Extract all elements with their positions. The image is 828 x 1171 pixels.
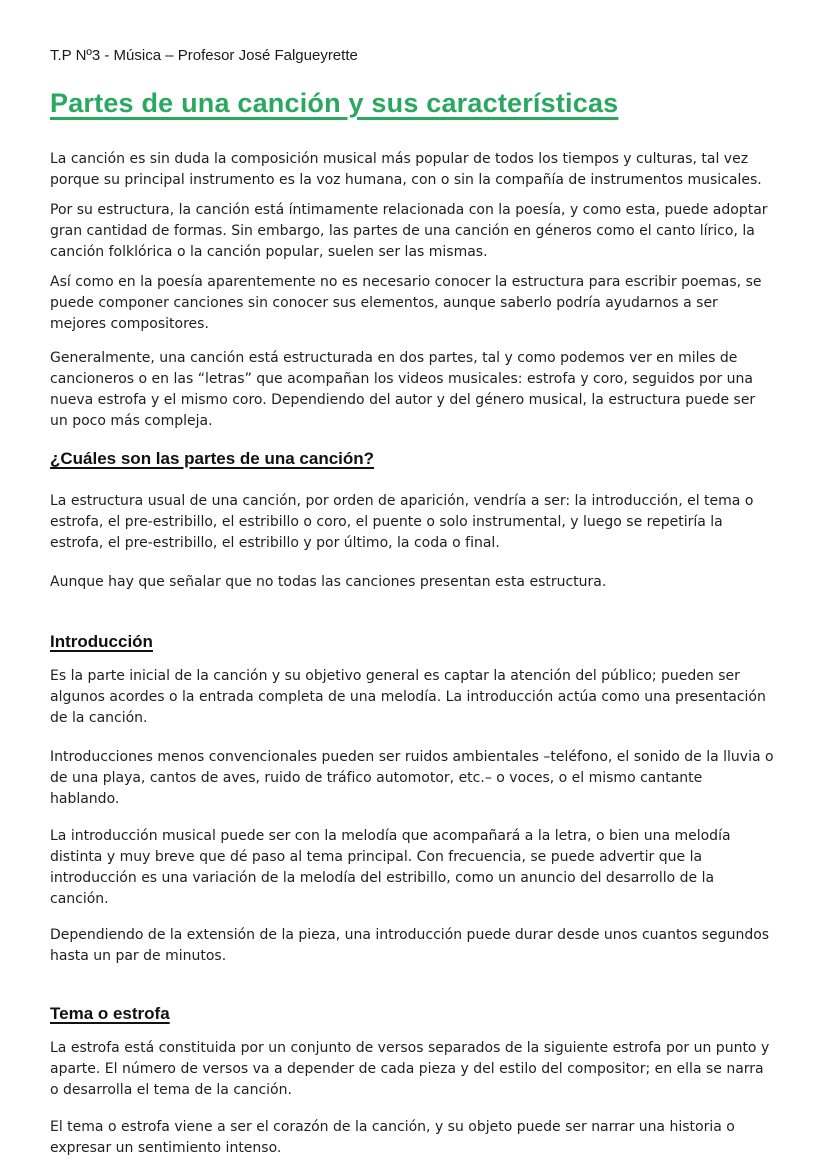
introduccion-paragraph-2: Introducciones menos convencionales pueden ser ruidos ambientales –teléfono, el sonido de la lluvia o de una playa, cantos de aves, ruido de tráfico automotor, etc.– o voces, o el mismo cantante hablando.: [50, 749, 774, 807]
partes-paragraph-1: La estructura usual de una canción, por orden de aparición, vendría a ser: la introducción, el tema o estrofa, el pre-estribillo, el estribillo o coro, el puente o solo instrumental, y luego se repetiría la estrofa, el pre-estribillo, el estribillo y por último, la coda o final.: [50, 493, 754, 551]
intro-paragraph-2: Por su estructura, la canción está íntimamente relacionada con la poesía, y como esta, puede adoptar gran cantidad de formas. Sin embargo, las partes de una canción en géneros como el canto lírico, la canción folklórica o la canción popular, suelen ser las mismas.: [50, 202, 768, 260]
section-heading-introduccion: Introducción: [50, 632, 153, 651]
introduccion-paragraph-1: Es la parte inicial de la canción y su objetivo general es captar la atención del público; pueden ser algunos acordes o la entrada completa de una melodía. La introducción actúa como una presentación de la canción.: [50, 668, 766, 726]
page-title: Partes de una canción y sus características: [50, 88, 619, 118]
introduccion-paragraph-3: La introducción musical puede ser con la melodía que acompañará a la letra, o bien una melodía distinta y muy breve que dé paso al tema principal. Con frecuencia, se puede advertir que la introducción es una variación de la melodía del estribillo, como un anuncio del desarrollo de la canción.: [50, 828, 731, 907]
section-heading-tema-estrofa: Tema o estrofa: [50, 1004, 170, 1023]
intro-paragraph-4: Generalmente, una canción está estructurada en dos partes, tal y como podemos ver en miles de cancioneros o en las “letras” que acompañan los videos musicales: estrofa y coro, seguidos por una nueva estrofa y el mismo coro. Dependiendo del autor y del género musical, la estructura puede ser un poco más compleja.: [50, 350, 756, 429]
tema-paragraph-2: El tema o estrofa viene a ser el corazón de la canción, y su objeto puede ser narrar una historia o expresar un sentimiento intenso.: [50, 1119, 735, 1156]
intro-paragraph-1: La canción es sin duda la composición musical más popular de todos los tiempos y culturas, tal vez porque su principal instrumento es la voz humana, con o sin la compañía de instrumentos musicales.: [50, 151, 762, 188]
intro-paragraph-3: Así como en la poesía aparentemente no es necesario conocer la estructura para escribir poemas, se puede componer canciones sin conocer sus elementos, aunque saberlo podría ayudarnos a ser mejores compositores.: [50, 274, 762, 332]
section-heading-partes-cancion: ¿Cuáles son las partes de una canción?: [50, 449, 375, 468]
tema-paragraph-1: La estrofa está constituida por un conjunto de versos separados de la siguiente estrofa por un punto y aparte. El número de versos va a depender de cada pieza y del estilo del compositor; en ella se narra o desarrolla el tema de la canción.: [50, 1040, 770, 1098]
introduccion-paragraph-4: Dependiendo de la extensión de la pieza, una introducción puede durar desde unos cuantos segundos hasta un par de minutos.: [50, 927, 770, 964]
document-header: T.P Nº3 - Música – Profesor José Falgueyrette: [50, 47, 358, 64]
partes-paragraph-2: Aunque hay que señalar que no todas las canciones presentan esta estructura.: [50, 574, 607, 590]
